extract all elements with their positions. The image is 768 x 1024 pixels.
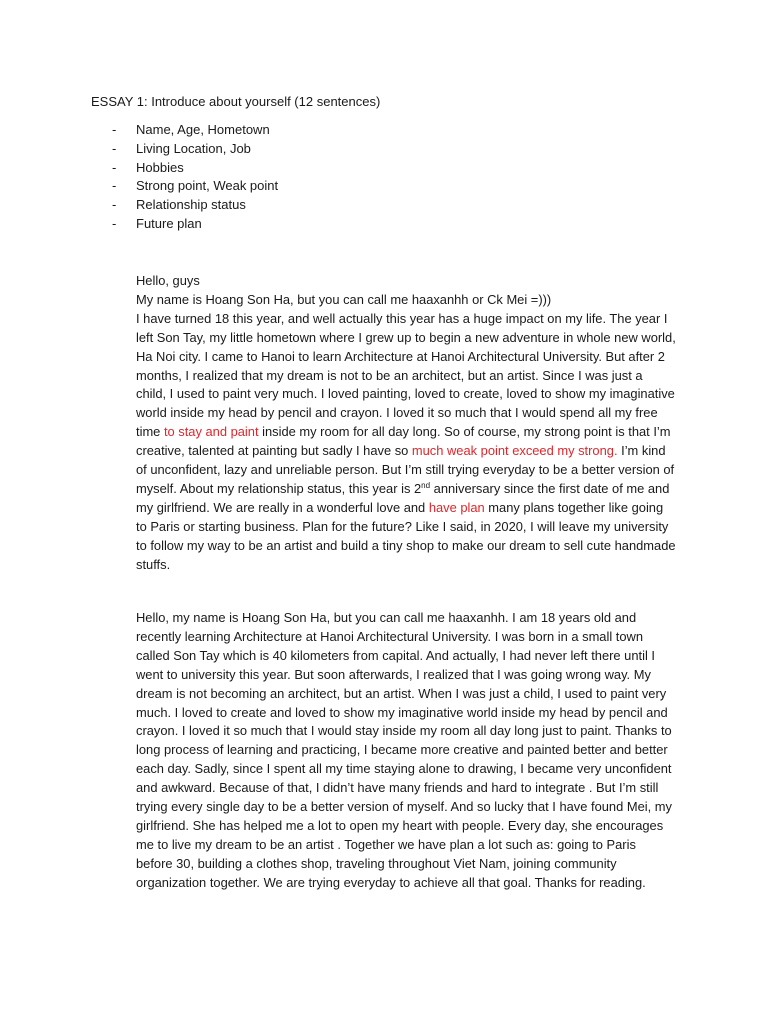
list-item xyxy=(112,159,278,178)
essay-text: I have turned 18 this year, and well actually this year has a huge impact on my life. The year I left Son Tay, my little hometown where I grew up to begin a new adventure in whole new world, Ha Noi city. I came to Hanoi to learn Architecture at Hanoi Architectural University. But after 2 months, I realized that my dream is not to be an architect, but an artist. Since I was just a child, I used to paint very much. I loved painting, loved to create, loved to show my imaginative world inside my head by pencil and crayon. I loved it so much that I would spend all my free time xyxy=(136,310,676,440)
ordinal-superscript: nd xyxy=(421,480,431,490)
highlighted-correction: much weak point exceed my strong. xyxy=(411,443,618,459)
highlighted-correction: to stay and paint xyxy=(163,424,259,440)
highlighted-correction: have plan xyxy=(428,499,485,515)
essay-draft-1 xyxy=(136,272,676,575)
list-item xyxy=(112,121,278,140)
essay-draft-2 xyxy=(136,609,676,893)
list-item xyxy=(112,196,278,215)
essay-body xyxy=(136,310,676,575)
bullet-dash: - xyxy=(112,122,117,137)
list-item xyxy=(112,177,278,196)
topic-list xyxy=(112,121,278,234)
essay-intro: My name is Hoang Son Ha, but you can call me haaxanhh or Ck Mei =))) xyxy=(136,291,552,307)
essay-body: Hello, my name is Hoang Son Ha, but you can call me haaxanhh. I am 18 years old and recently learning Architecture at Hanoi Architectural University. I was born in a small town called Son Tay which is 40 kilometers from capital. And actually, I had never left there until I went to university this year. But soon afterwards, I realized that I was going wrong way. My dream is not becoming an architect, but an artist. When I was just a child, I used to paint very much. I loved to create and loved to show my imaginative world inside my head by pencil and crayon. I loved it so much that I would stay inside my room all day long just to paint. Thanks to long process of learning and practicing, I became more creative and painted better and better each day. Sadly, since I spent all my time staying alone to drawing, I became very unconfident and awkward. Because of that, I didn’t have many friends and hard to integrate . But I’m still trying every single day to be a better version of myself. And so lucky that I have found Mei, my girlfriend. She has helped me a lot to open my heart with people. Every day, she encourages me to live my dream to be an artist . Together we have plan a lot such as: going to Paris before 30, building a clothes shop, traveling throughout Viet Nam, joining community organization together. We are trying everyday to achieve all that goal. Thanks for reading. xyxy=(136,610,672,890)
essay-text: inside my room for all day long. So of course, my strong point is that I’m creative, talented at painting but sadly I have so xyxy=(136,424,671,459)
essay-text: many plans together like going to Paris or starting business. Plan for the future? Like I said, in 2020, I will leave my university to follow my way to be an artist and build a tiny shop to make our dream to sell cute handmade stuffs. xyxy=(136,499,676,572)
bullet-dash: - xyxy=(112,215,117,231)
list-item-text: Future plan xyxy=(136,215,202,231)
list-item-text: Name, Age, Hometown xyxy=(136,122,270,137)
bullet-dash: - xyxy=(112,197,117,213)
bullet-dash: - xyxy=(112,178,117,194)
list-item xyxy=(112,215,278,234)
list-item-text: Relationship status xyxy=(136,197,246,213)
essay-title: ESSAY 1: Introduce about yourself (12 sentences) xyxy=(91,94,381,109)
list-item xyxy=(112,140,278,159)
list-item-text: Living Location, Job xyxy=(136,140,251,156)
bullet-dash: - xyxy=(112,159,117,175)
bullet-dash: - xyxy=(112,140,117,156)
list-item-text: Strong point, Weak point xyxy=(136,178,279,194)
essay-greeting: Hello, guys xyxy=(136,273,200,288)
list-item-text: Hobbies xyxy=(136,159,184,175)
essay-text: I’m kind of unconfident, lazy and unreliable person. But I’m still trying everyday to be a better version of myself. About my relationship status, this year is 2 xyxy=(136,443,675,496)
essay-text: anniversary since the first date of me and my girlfriend. We are really in a wonderful love and xyxy=(136,480,670,515)
